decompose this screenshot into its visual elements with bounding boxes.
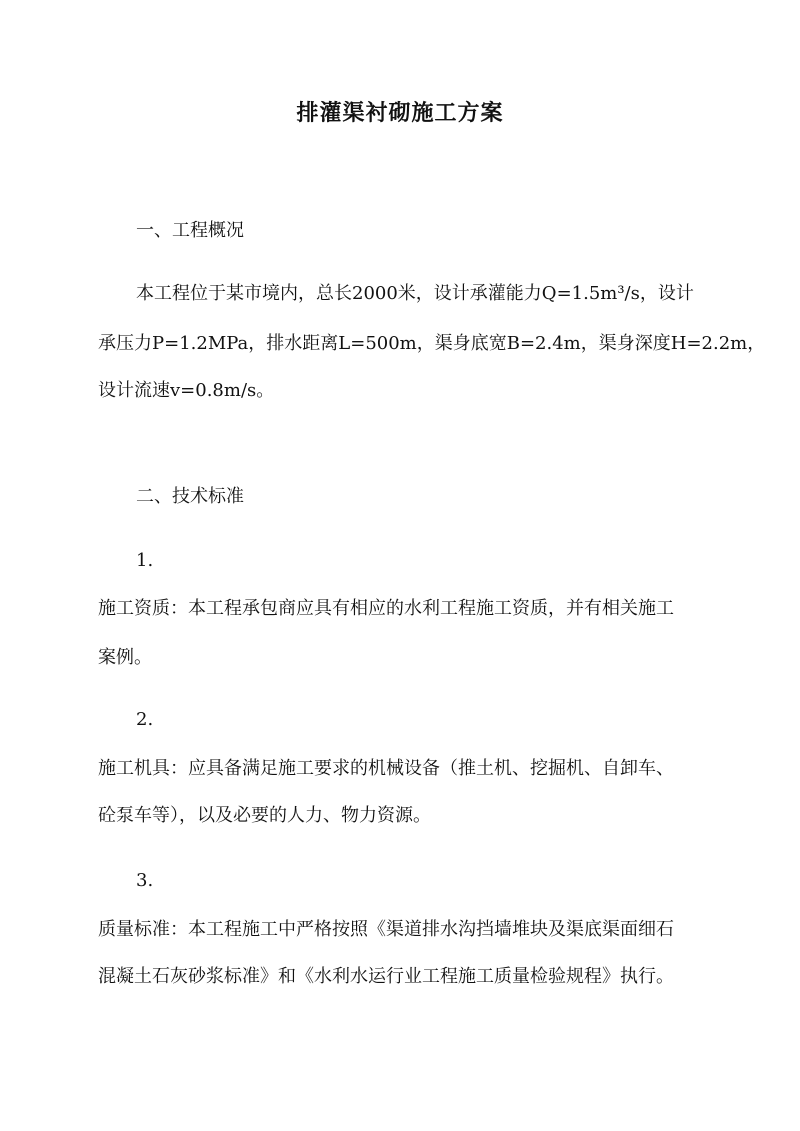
- overview-line-3: 设计流速v=0.8m/s。: [98, 380, 275, 401]
- overview-line-2: 承压力P=1.2MPa，排水距离L=500m，渠身底宽B=2.4m，渠身深度H=2.2m，: [98, 333, 766, 354]
- item-1-line-1: 施工资质：本工程承包商应具有相应的水利工程施工资质，并有相关施工: [98, 598, 674, 619]
- item-2-line-1: 施工机具：应具备满足施工要求的机械设备（推土机、挖掘机、自卸车、: [98, 758, 674, 779]
- item-2-line-2: 砼泵车等），以及必要的人力、物力资源。: [98, 805, 431, 826]
- item-3-line-2: 混凝土石灰砂浆标准》和《水利水运行业工程施工质量检验规程》执行。: [98, 966, 674, 987]
- item-number-1: 1.: [136, 550, 154, 571]
- item-1-line-2: 案例。: [98, 647, 152, 668]
- section-heading-overview: 一、工程概况: [136, 220, 244, 241]
- item-3-line-1: 质量标准：本工程施工中严格按照《渠道排水沟挡墙堆块及渠底渠面细石: [98, 919, 674, 940]
- item-number-3: 3.: [136, 870, 154, 891]
- item-number-2: 2.: [136, 709, 154, 730]
- section-heading-standards: 二、技术标准: [136, 486, 244, 507]
- document-title: 排灌渠衬砌施工方案: [296, 100, 504, 126]
- overview-line-1: 本工程位于某市境内，总长2000米，设计承灌能力Q=1.5m³/s，设计: [136, 283, 694, 304]
